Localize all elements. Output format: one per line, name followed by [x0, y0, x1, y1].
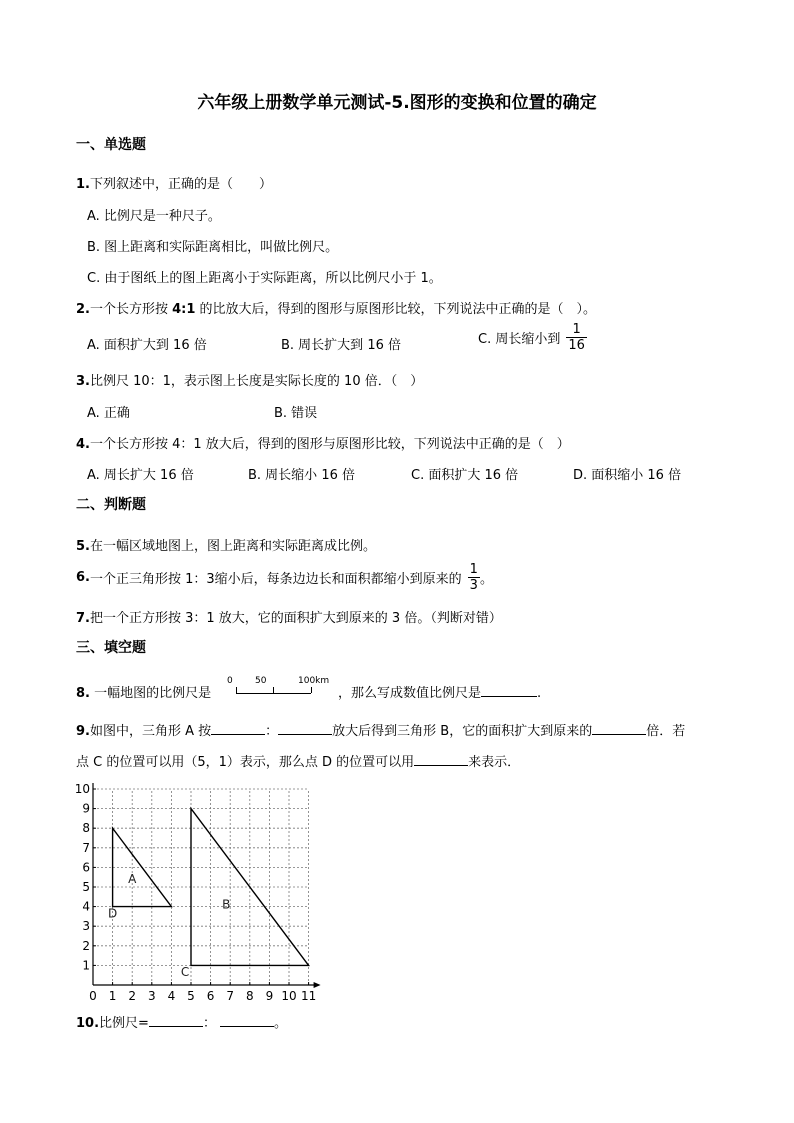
x-tick-label: 3	[147, 989, 156, 1003]
y-tick-label: 1	[82, 958, 90, 973]
x-tick-label: 1	[108, 989, 117, 1003]
y-tick-label: 10	[74, 782, 90, 796]
scale-label-100km: 100km	[298, 676, 330, 686]
x-tick-label: 0	[89, 989, 97, 1003]
scale-line	[236, 693, 311, 694]
q3-option-a: A. 正确	[87, 406, 130, 421]
answer-blank[interactable]	[592, 722, 646, 735]
question-4	[76, 433, 570, 452]
point-label-b: B	[222, 897, 231, 912]
q4-option-d: D. 面积缩小 16 倍	[573, 468, 682, 483]
y-tick-label: 9	[82, 801, 90, 816]
fraction-numerator: 1	[469, 562, 478, 577]
question-end: .	[537, 686, 542, 701]
question-2	[76, 298, 596, 317]
question-text-pre: 一个长方形按	[89, 302, 173, 317]
question-5	[76, 535, 376, 554]
question-number: 5.	[76, 539, 90, 554]
question-number: 2.	[76, 302, 90, 317]
point-label-a: A	[128, 872, 137, 887]
question-1	[76, 173, 272, 192]
question-number: 7.	[76, 611, 90, 626]
x-tick-label: 7	[226, 989, 235, 1003]
coordinate-grid-figure	[72, 780, 317, 1008]
question-number: 4.	[76, 437, 90, 452]
question-text-pre: 一幅地图的比例尺是	[94, 686, 212, 701]
question-text-post: ，那么写成数值比例尺是	[338, 686, 482, 701]
question-text: 比例尺=	[99, 1016, 149, 1031]
question-10	[76, 1012, 287, 1031]
q1-option-a: A. 比例尺是一种尺子。	[87, 209, 221, 224]
question-text: 比例尺 10：1，表示图上长度是实际长度的 10 倍．（ ）	[89, 374, 424, 389]
answer-blank[interactable]	[481, 684, 537, 697]
question-text: 下列叙述中，正确的是（ ）	[89, 177, 272, 192]
x-tick-label: 9	[265, 989, 274, 1003]
fraction-numerator: 1	[566, 322, 587, 338]
scale-tick	[273, 687, 274, 693]
question-ratio: 4:1	[172, 302, 196, 317]
x-tick-label: 2	[128, 989, 137, 1003]
shape-labels	[108, 872, 230, 979]
question-text: 。	[273, 1016, 287, 1031]
answer-blank[interactable]	[220, 1014, 274, 1027]
section-heading-true-false: 二、判断题	[76, 497, 146, 513]
y-tick-label: 8	[82, 821, 90, 836]
question-text: 把一个正方形按 3：1 放大，它的面积扩大到原来的 3 倍。（判断对错）	[89, 611, 502, 626]
question-8	[76, 682, 211, 701]
fraction-denominator: 16	[568, 338, 585, 353]
section-heading-fill-blank: 三、填空题	[76, 640, 146, 656]
question-8-rest	[338, 682, 541, 701]
question-text: ：	[265, 724, 279, 739]
answer-blank[interactable]	[278, 722, 332, 735]
question-text: ：	[202, 1016, 216, 1031]
q3-option-b: B. 错误	[274, 406, 318, 421]
y-tick-label: 4	[82, 899, 90, 914]
page-title: 六年级上册数学单元测试-5.图形的变换和位置的确定	[197, 93, 597, 113]
question-text: 一个正三角形按 1：3缩小后，每条边边长和面积都缩小到原来的	[89, 572, 462, 587]
question-text: 如图中，三角形 A 按	[89, 724, 212, 739]
x-tick-label: 5	[187, 989, 195, 1003]
question-text: 一个长方形按 4：1 放大后，得到的图形与原图形比较，下列说法中正确的是（ ）	[89, 437, 570, 452]
question-3	[76, 370, 423, 389]
question-number: 1.	[76, 177, 90, 192]
question-6	[76, 562, 493, 593]
grid-lines	[93, 789, 309, 985]
x-tick-label: 10	[281, 989, 297, 1003]
scale-label-50: 50	[255, 676, 267, 686]
q2-option-c	[478, 322, 587, 353]
answer-blank[interactable]	[149, 1014, 203, 1027]
question-number: 3.	[76, 374, 90, 389]
q2-option-b: B. 周长扩大到 16 倍	[281, 338, 401, 353]
question-text-post: 的比放大后，得到的图形与原图形比较，下列说法中正确的是（ ）。	[195, 302, 597, 317]
scale-tick	[311, 687, 312, 693]
point-label-c: C	[180, 965, 190, 980]
x-tick-label: 6	[206, 989, 215, 1003]
q4-option-a: A. 周长扩大 16 倍	[87, 468, 194, 483]
question-text: 倍．若	[646, 724, 686, 739]
question-text: 放大后得到三角形 B，它的面积扩大到原来的	[332, 724, 593, 739]
question-7	[76, 607, 502, 626]
question-text: 来表示．	[468, 755, 521, 770]
q1-option-b: B. 图上距离和实际距离相比，叫做比例尺。	[87, 240, 339, 255]
x-tick-label: 11	[300, 989, 317, 1003]
question-number: 10.	[76, 1016, 100, 1031]
question-9-line-2	[76, 751, 520, 770]
question-text: 点 C 的位置可以用（5，1）表示，那么点 D 的位置可以用	[76, 755, 415, 770]
question-number: 9.	[76, 724, 90, 739]
question-end: 。	[479, 572, 493, 587]
fraction-one-third	[468, 562, 480, 593]
question-9	[76, 720, 685, 739]
answer-blank[interactable]	[414, 753, 468, 766]
question-number: 6.	[76, 570, 90, 585]
x-axis-arrow	[314, 982, 321, 988]
y-tick-label: 7	[82, 840, 90, 855]
answer-blank[interactable]	[211, 722, 265, 735]
q2-option-c-text: C. 周长缩小到	[478, 332, 561, 347]
question-text: 在一幅区域地图上，图上距离和实际距离成比例。	[89, 539, 376, 554]
scale-tick	[236, 687, 237, 693]
fraction-one-sixteenth	[566, 322, 587, 353]
y-tick-label: 6	[82, 860, 90, 875]
q2-option-a: A. 面积扩大到 16 倍	[87, 338, 207, 353]
q4-option-b: B. 周长缩小 16 倍	[248, 468, 355, 483]
scale-bar	[224, 674, 342, 700]
q4-option-c: C. 面积扩大 16 倍	[411, 468, 519, 483]
question-number: 8.	[76, 686, 90, 701]
y-tick-label: 2	[82, 938, 90, 953]
y-tick-label: 3	[82, 919, 90, 934]
point-label-d: D	[107, 906, 118, 921]
q1-option-c: C. 由于图纸上的图上距离小于实际距离，所以比例尺小于 1。	[87, 271, 442, 286]
x-tick-label: 4	[167, 989, 176, 1003]
y-tick-label: 5	[82, 880, 90, 894]
scale-label-0: 0	[227, 676, 233, 686]
x-tick-label: 8	[245, 989, 254, 1003]
fraction-denominator: 3	[469, 578, 478, 593]
section-heading-single-choice: 一、单选题	[76, 137, 146, 153]
